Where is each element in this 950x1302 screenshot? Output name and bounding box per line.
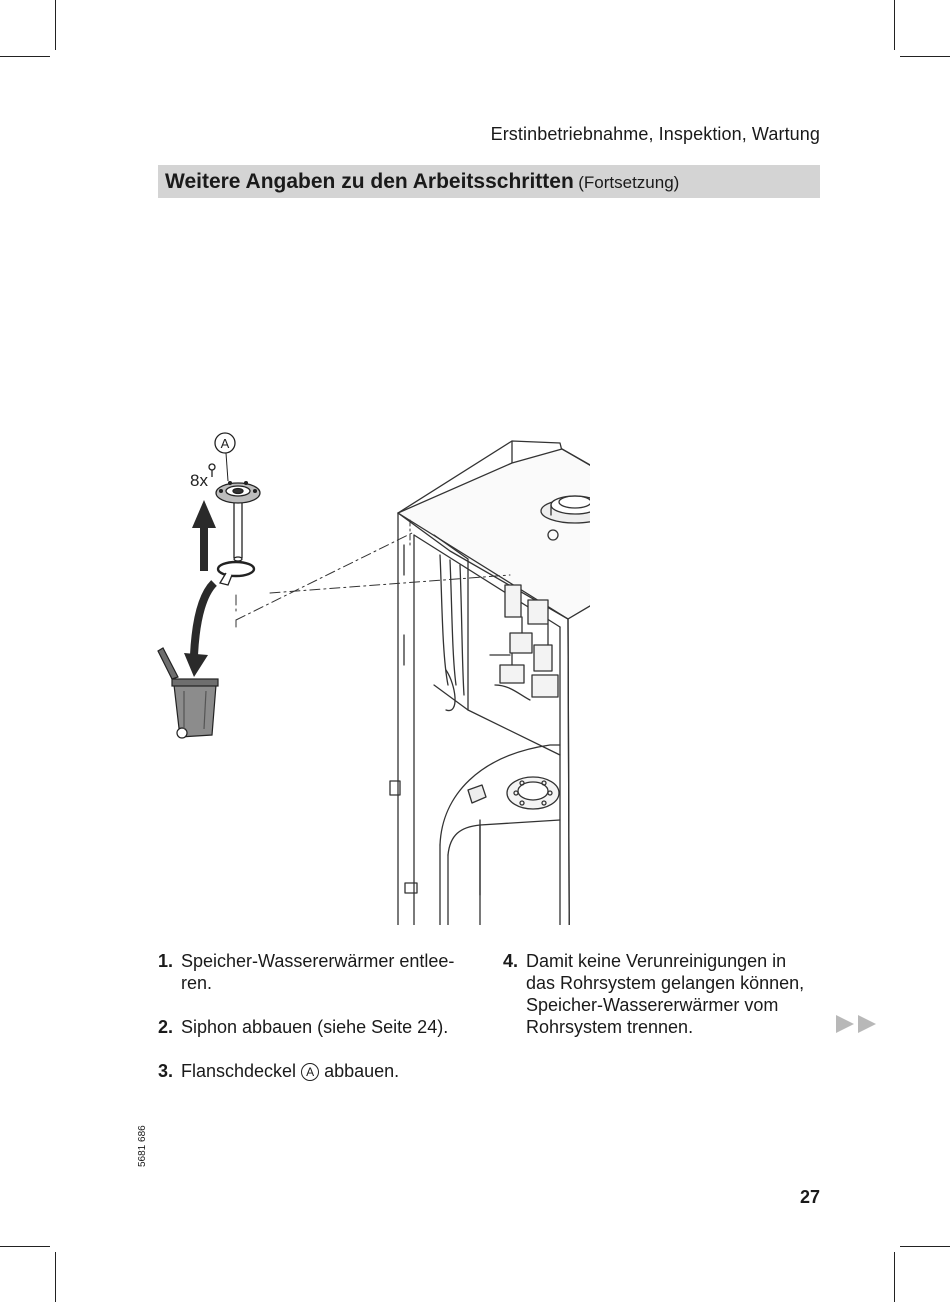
crop-mark: [0, 56, 50, 57]
up-arrow-icon: [192, 500, 216, 571]
page-title: Weitere Angaben zu den Arbeitsschritten: [165, 170, 574, 193]
crop-mark: [55, 1252, 56, 1302]
step-number: 4.: [503, 951, 519, 971]
crop-mark: [0, 1246, 50, 1247]
document-number: 5681 686: [137, 1125, 148, 1167]
crop-mark: [55, 0, 56, 50]
step-number: 1.: [158, 951, 174, 971]
step-number: 3.: [158, 1061, 174, 1081]
page-number: 27: [799, 1187, 820, 1207]
screw-count-label: 8x: [190, 471, 208, 490]
title-bar: [158, 165, 820, 198]
continue-arrows-icon: [836, 1013, 880, 1035]
step-text-line: Damit keine Verunreinigungen in: [526, 951, 787, 971]
step-text-line: Siphon abbauen (siehe Seite 24).: [181, 1017, 449, 1037]
step-text-line: Speicher-Wassererwärmer entlee-: [181, 951, 455, 971]
step-text-line: Rohrsystem trennen.: [526, 1017, 694, 1037]
step-text: Flanschdeckel: [181, 1061, 297, 1081]
step-number: 2.: [158, 1017, 174, 1037]
flange-cover: [209, 433, 260, 585]
crop-mark: [900, 56, 950, 57]
callout-marker: A: [301, 1063, 319, 1081]
step-text-line: Speicher-Wassererwärmer vom: [526, 995, 779, 1015]
boiler-illustration: [150, 215, 590, 925]
crop-mark: [894, 1252, 895, 1302]
crop-mark: [900, 1246, 950, 1247]
callout-label: A: [220, 436, 230, 451]
step-text-line: das Rohrsystem gelangen können,: [526, 973, 805, 993]
section-header: Erstinbetriebnahme, Inspektion, Wartung: [490, 124, 820, 144]
down-arrow-icon: [184, 583, 214, 677]
step-text-line: ren.: [181, 973, 213, 993]
page-subtitle: (Fortsetzung): [578, 173, 680, 192]
step-text: abbauen.: [324, 1061, 400, 1081]
crop-mark: [894, 0, 895, 50]
